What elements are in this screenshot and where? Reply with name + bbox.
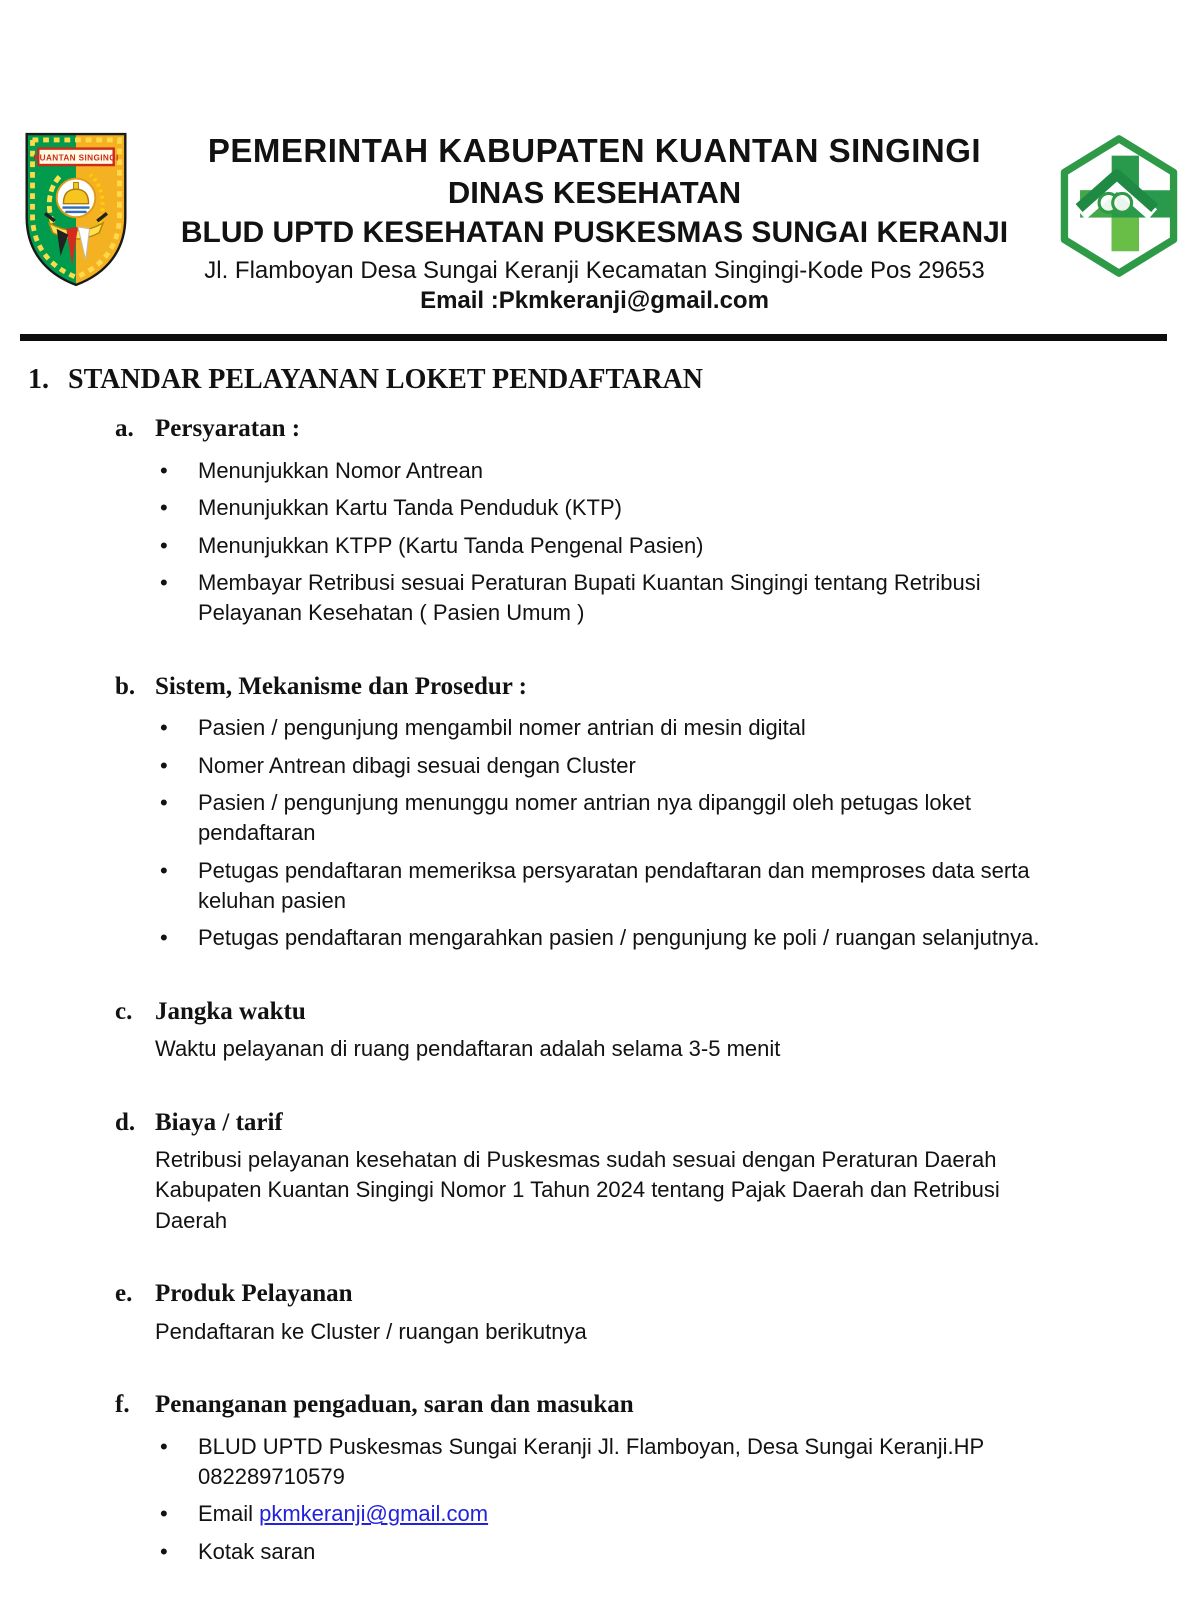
- document-body: [28, 362, 1118, 1574]
- section-biaya-tarif: [115, 1107, 1118, 1237]
- section-title: Persyaratan :: [155, 415, 301, 443]
- email-link[interactable]: pkmkeranji@gmail.com: [259, 1501, 489, 1527]
- office-address: Jl. Flamboyan Desa Sungai Keranji Kecamatan Singingi-Kode Pos 29653: [204, 256, 985, 284]
- letterhead-text-block: [134, 128, 1055, 317]
- section-heading: [115, 1107, 1118, 1140]
- list-item-text: [198, 1499, 488, 1529]
- government-title: PEMERINTAH KABUPATEN KUANTAN SINGINGI: [207, 132, 982, 169]
- section-heading: [115, 413, 1118, 446]
- numbered-heading: [28, 362, 1118, 398]
- section-heading: [115, 1278, 1118, 1311]
- bullet-icon: •: [160, 857, 168, 883]
- section-produk-pelayanan: [115, 1278, 1118, 1347]
- section-title: Sistem, Mekanisme dan Prosedur :: [155, 672, 527, 700]
- list-item-text: Pasien / pengunjung mengambil nomer antrian di mesin digital: [198, 715, 806, 741]
- list-item-text: Nomer Antrean dibagi sesuai dengan Cluster: [198, 752, 636, 778]
- heading-number: 1.: [28, 364, 49, 395]
- section-persyaratan: [115, 413, 1118, 628]
- section-heading: [115, 996, 1118, 1029]
- letterhead-divider-rule: [20, 334, 1167, 341]
- section-title: Jangka waktu: [155, 997, 306, 1025]
- letterhead: [18, 128, 1183, 317]
- section-letter: a.: [115, 415, 134, 443]
- list-item: [160, 1537, 1118, 1567]
- bullet-list: [160, 1432, 1118, 1567]
- section-title: Biaya / tarif: [155, 1108, 283, 1136]
- section-heading: [115, 671, 1118, 704]
- list-item: [160, 456, 1118, 486]
- list-item-text: Menunjukkan Nomor Antrean: [198, 457, 483, 483]
- list-item-text: Petugas pendaftaran mengarahkan pasien / pengunjung ke poli / ruangan selanjutnya.: [198, 925, 1040, 951]
- bullet-icon: •: [160, 1433, 168, 1459]
- office-title: BLUD UPTD KESEHATAN PUSKESMAS SUNGAI KERANJI: [180, 215, 1009, 249]
- section-heading: [115, 1389, 1118, 1422]
- list-item: [160, 751, 1118, 781]
- section-jangka-waktu: [115, 996, 1118, 1065]
- section-paragraph: Retribusi pelayanan kesehatan di Puskesmas sudah sesuai dengan Peraturan Daerah Kabupaten Kuantan Singingi Nomor 1 Tahun 2024 tentang Pajak Daerah dan Retribusi Daerah: [155, 1147, 1000, 1233]
- section-letter: d.: [115, 1108, 136, 1136]
- list-item-text: Pasien / pengunjung menunggu nomer antrian nya dipanggil oleh petugas loket pendaftaran: [198, 789, 972, 846]
- section-letter: c.: [115, 997, 133, 1025]
- bullet-icon: •: [160, 569, 168, 595]
- bullet-icon: •: [160, 1501, 168, 1527]
- office-email: Email :Pkmkeranji@gmail.com: [420, 287, 769, 315]
- bullet-icon: •: [160, 752, 168, 778]
- list-item-text: Petugas pendaftaran memeriksa persyaratan pendaftaran dan memproses data serta keluhan pasien: [198, 857, 1030, 913]
- heading-title: STANDAR PELAYANAN LOKET PENDAFTARAN: [68, 364, 704, 395]
- list-item: [160, 531, 1118, 561]
- bullet-icon: •: [160, 532, 168, 558]
- list-item: [160, 788, 1118, 849]
- section-sistem-mekanisme: [115, 671, 1118, 954]
- bullet-icon: •: [160, 925, 168, 951]
- bullet-icon: •: [160, 495, 168, 521]
- section-letter: e.: [115, 1280, 133, 1308]
- section-title: Penanganan pengaduan, saran dan masukan: [155, 1391, 634, 1418]
- section-paragraph: Pendaftaran ke Cluster / ruangan berikutnya: [155, 1318, 587, 1344]
- bullet-icon: •: [160, 715, 168, 741]
- list-item: [160, 493, 1118, 523]
- email-label: Email: [198, 1501, 260, 1527]
- list-item: [160, 568, 1118, 629]
- list-item-text: Kotak saran: [198, 1538, 316, 1564]
- list-item: [160, 1432, 1118, 1493]
- section-letter: b.: [115, 672, 136, 700]
- crest-banner-text: KUANTAN SINGINGI: [33, 153, 119, 163]
- kuantan-singingi-crest-icon: [18, 128, 134, 291]
- section-letter: f.: [115, 1391, 130, 1418]
- list-item: [160, 923, 1118, 953]
- bullet-list: [160, 713, 1118, 954]
- list-item-text: Membayar Retribusi sesuai Peraturan Bupati Kuantan Singingi tentang Retribusi Pelayanan Kesehatan ( Pasien Umum ): [198, 569, 981, 626]
- bullet-list: [160, 456, 1118, 629]
- bullet-icon: •: [160, 1538, 168, 1564]
- list-item: [160, 856, 1118, 917]
- bullet-icon: •: [160, 457, 168, 483]
- section-paragraph: Waktu pelayanan di ruang pendaftaran adalah selama 3-5 menit: [155, 1036, 781, 1062]
- section-title: Produk Pelayanan: [155, 1280, 353, 1308]
- puskesmas-logo-icon: [1055, 132, 1183, 280]
- bullet-icon: •: [160, 789, 168, 815]
- list-item-text: Menunjukkan KTPP (Kartu Tanda Pengenal Pasien): [198, 532, 704, 558]
- list-item-text: BLUD UPTD Puskesmas Sungai Keranji Jl. Flamboyan, Desa Sungai Keranji.HP 082289710579: [198, 1433, 984, 1489]
- list-item-text: Menunjukkan Kartu Tanda Penduduk (KTP): [198, 495, 622, 521]
- list-item: [160, 713, 1118, 743]
- section-penanganan-pengaduan: [115, 1389, 1118, 1567]
- list-item: [160, 1499, 1118, 1529]
- department-title: DINAS KESEHATAN: [447, 174, 742, 210]
